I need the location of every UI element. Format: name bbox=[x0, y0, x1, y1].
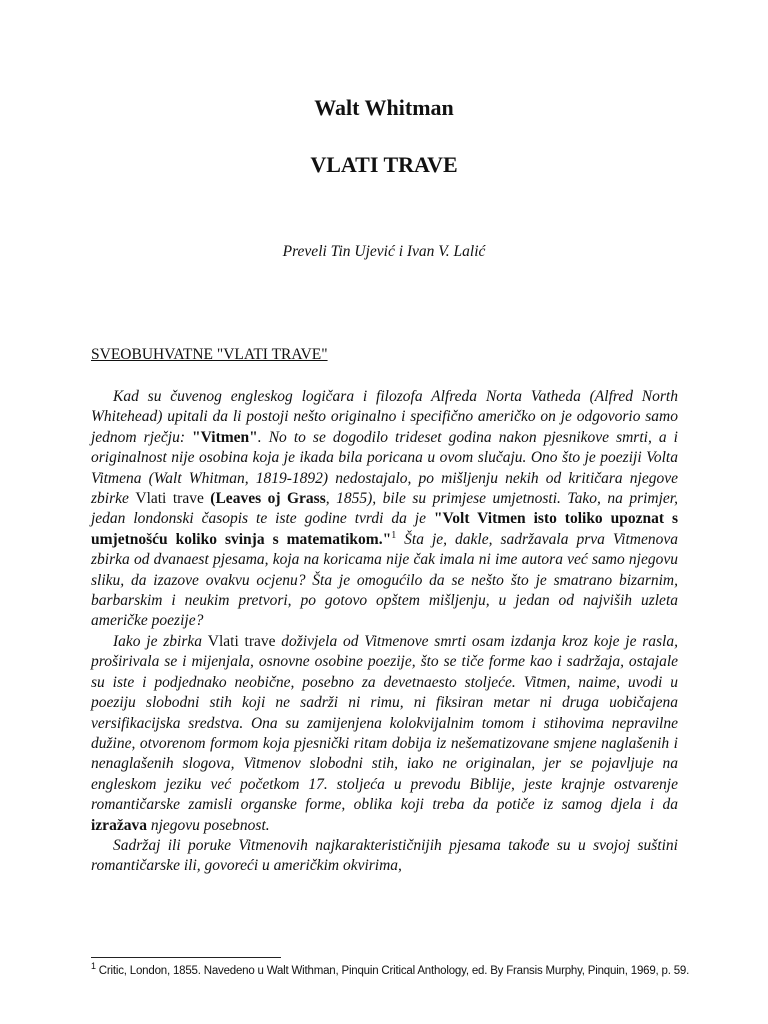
footnote bbox=[91, 962, 691, 980]
p1-text-3: , 1855), bile su primjese umjetnosti. Tako, na primjer, jedan londonski časopis te iste godine tvrdi da je bbox=[91, 490, 678, 528]
p2-text-3: njegovu posebnost. bbox=[146, 816, 270, 834]
p1-bold-quote: "Volt Vitmen isto toliko upoznat s umjetnošću koliko svinja s matematikom." bbox=[91, 510, 678, 548]
p2-text-1: Iako je zbirka bbox=[113, 632, 208, 650]
p1-text-4: Šta je, dakle, sadržavala prva Vitmenova zbirka od dvanaest pjesama, koja na koricama nije čak imala ni ime autora već samo njegovu sliku, da izazove ovakvu ocjenu? Šta je omogućilo da se nešto što je smatrano bizarnim, barbarskim i neukim pretvori, po gotovo opštem mišljenju, u jedan od najviših uzleta američke poezije? bbox=[91, 530, 678, 630]
footnote-text: Critic, London, 1855. Navedeno u Walt Withman, Pinquin Critical Anthology, ed. By Fransis Murphy, Pinquin, 1969, p. 59. bbox=[95, 965, 690, 977]
body-text bbox=[91, 387, 678, 877]
book-title: VLATI TRAVE bbox=[310, 152, 458, 177]
footnote-ref[interactable]: 1 bbox=[391, 529, 397, 541]
p2-book-title: Vlati trave bbox=[207, 632, 276, 650]
paragraph-3 bbox=[91, 836, 678, 877]
paragraph-1 bbox=[91, 387, 678, 632]
author-heading: Walt Whitman bbox=[314, 95, 454, 120]
p1-text-2: . No to se dogodilo trideset godina nakon pjesnikove smrti, a i originalnost nije osobina koja je ikada bila poricana u ovom slučaju. Ono što je poeziji Volta Vitmena (Walt Whitman, 1819-1892) nedostajalo, po mišljenju nekih od kritičara njegove zbirke bbox=[91, 428, 678, 508]
section-heading: SVEOBUHVATNE "VLATI TRAVE" bbox=[91, 346, 328, 363]
translators-line: Preveli Tin Ujević i Ivan V. Lalić bbox=[282, 243, 486, 260]
p3-text-1: Sadržaj ili poruke Vitmenovih najkarakterističnijih pjesama takođe su u svojoj suštini romantičarske ili, govoreći u američkim okvirima, bbox=[91, 836, 678, 875]
p1-bold-vitmen: "Vitmen" bbox=[192, 428, 258, 446]
p1-bold-leaves: (Leaves oj Grass bbox=[203, 490, 326, 508]
p2-text-2: doživjela od Vitmenove smrti osam izdanja kroz koje je rasla, proširivala se i mijenjala, osnovne osobine poezije, što se tiče forme kao i sadržaja, ostajale su iste i podjednako neobične, posebno za devetnaesto stoljeće. Vitmen, naime, uvodi u poeziju slobodni stih koji ne sadrži ni rimu, ni fiksiran metar ni druga uobičajena versifikacijska sredstva. Ona su zamijenjena kolokvijalnim tomom i stihovima nepravilne dužine, otvorenom formom koja pjesnički ritam dobija iz nešematizovane smjene naglašenih i nenaglašenih slogova, Vitmenov slobodni stih, iako ne originalan, jer se pojavljuje na engleskom jeziku već početkom 17. stoljeća u prevodu Biblije, jeste krajnje ostvarenje romantičarske zamisli organske forme, oblika koji treba da potiče iz samog djela i da bbox=[91, 632, 678, 814]
p2-bold-izrazava: izražava bbox=[91, 816, 147, 834]
p1-text-1: Kad su čuvenog engleskog logičara i filozofa Alfreda Norta Vatheda (Alfred North Whitehead) upitali da li postoji nešto originalno i specifično američko on je odgovorio samo jednom rječju: bbox=[91, 388, 678, 446]
footnote-divider bbox=[91, 957, 281, 958]
footnote-marker: 1 bbox=[91, 961, 96, 972]
paragraph-2 bbox=[91, 632, 678, 836]
p1-book-title: Vlati trave bbox=[135, 490, 204, 508]
